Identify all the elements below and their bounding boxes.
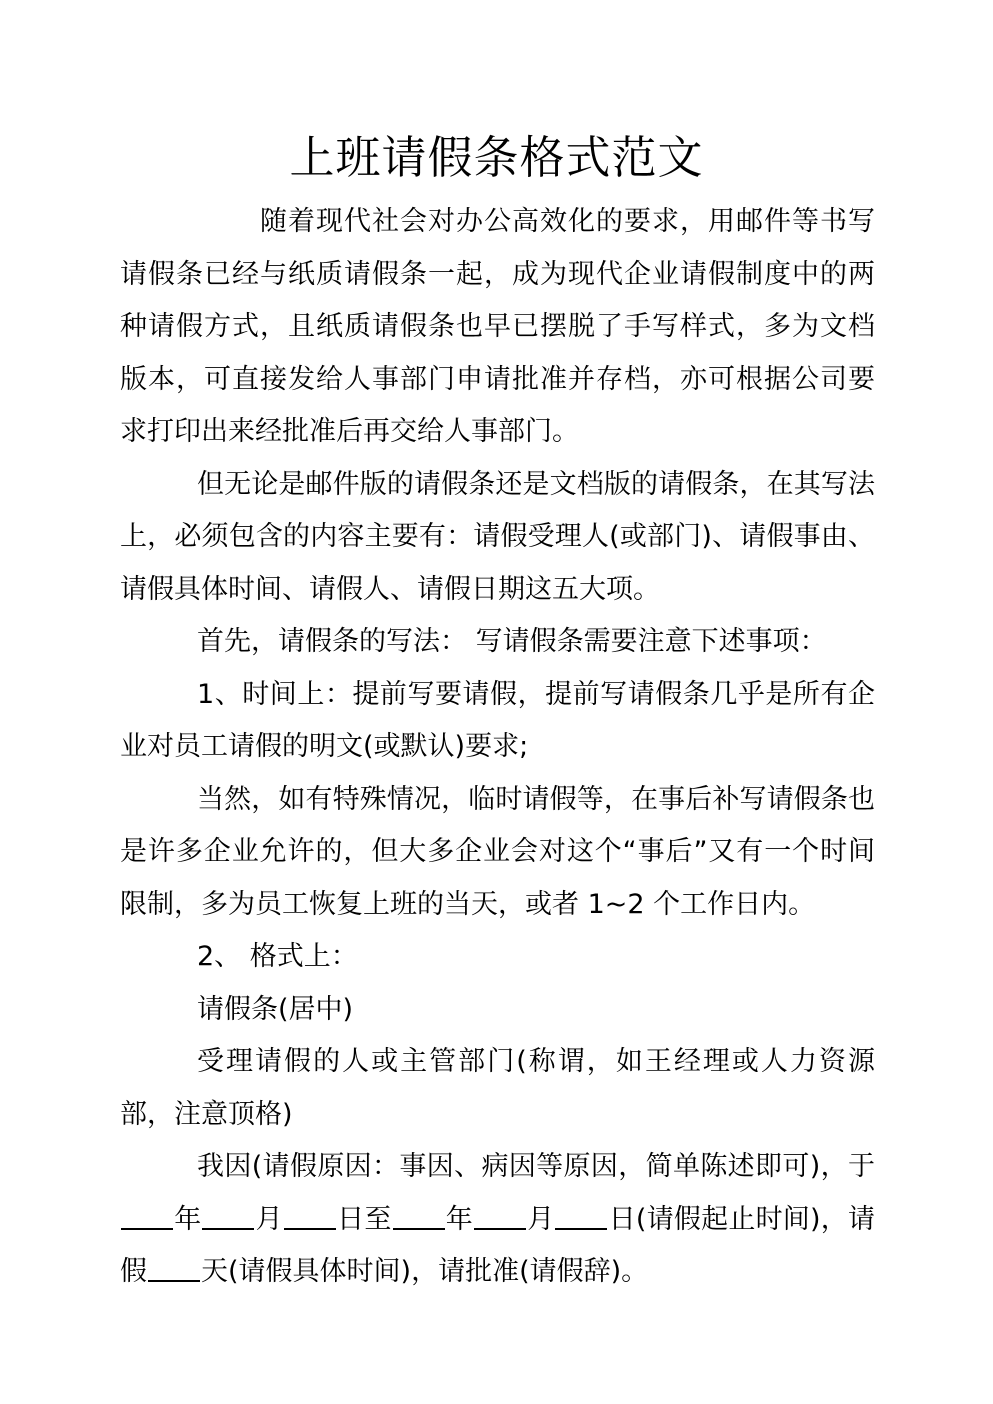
page-title: 上班请假条格式范文: [289, 131, 704, 184]
paragraph-leave-request: [120, 1141, 875, 1299]
blank-line: [393, 1201, 445, 1230]
year-label: 年: [174, 1203, 202, 1235]
paragraph-special-cases: 当然，如有特殊情况，临时请假等，在事后补写请假条也是许多企业允许的，但大多企业会对这个“事后”又有一个时间限制，多为员工恢复上班的当天，或者 1~2 个工作日内。: [120, 783, 875, 920]
document-body: [120, 196, 875, 1299]
blank-line: [474, 1201, 526, 1230]
month-label: 月: [527, 1203, 555, 1235]
blank-line: [555, 1201, 607, 1230]
day-period-text: 日(请假起止时间)，请假: [120, 1203, 876, 1287]
paragraph-note-title: 请假条(居中): [197, 993, 354, 1025]
blank-line: [121, 1201, 173, 1230]
blank-line: [284, 1201, 336, 1230]
paragraph-time-requirement: 1、时间上：提前写要请假，提前写请假条几乎是所有企业对员工请假的明文(或默认)要求;: [120, 678, 875, 762]
leave-reason-text: 我因(请假原因：事因、病因等原因，简单陈述即可)，于: [197, 1151, 875, 1182]
paragraph-writing-method: 首先，请假条的写法： 写请假条需要注意下述事项：: [197, 626, 827, 657]
day-to-label: 日至: [336, 1203, 392, 1235]
paragraph-content-requirements: 但无论是邮件版的请假条还是文档版的请假条，在其写法上，必须包含的内容主要有：请假受理人(或部门)、请假事由、请假具体时间、请假人、请假日期这五大项。: [120, 468, 875, 605]
paragraph-intro: 随着现代社会对办公高效化的要求，用邮件等书写请假条已经与纸质请假条一起，成为现代企业请假制度中的两种请假方式，且纸质请假条也早已摆脱了手写样式，多为文档版本，可直接发给人事部门申请批准并存档，亦可根据公司要求打印出来经批准后再交给人事部门。: [120, 206, 875, 447]
paragraph-format-heading: 2、 格式上：: [197, 941, 358, 972]
year-label: 年: [445, 1203, 474, 1235]
days-tail-text: 天(请假具体时间)，请批准(请假辞)。: [201, 1256, 649, 1287]
paragraph-recipient: 受理请假的人或主管部门(称谓，如王经理或人力资源部，注意顶格): [120, 1046, 875, 1130]
month-label: 月: [255, 1203, 283, 1235]
blank-line: [148, 1253, 200, 1282]
blank-line: [202, 1201, 254, 1230]
